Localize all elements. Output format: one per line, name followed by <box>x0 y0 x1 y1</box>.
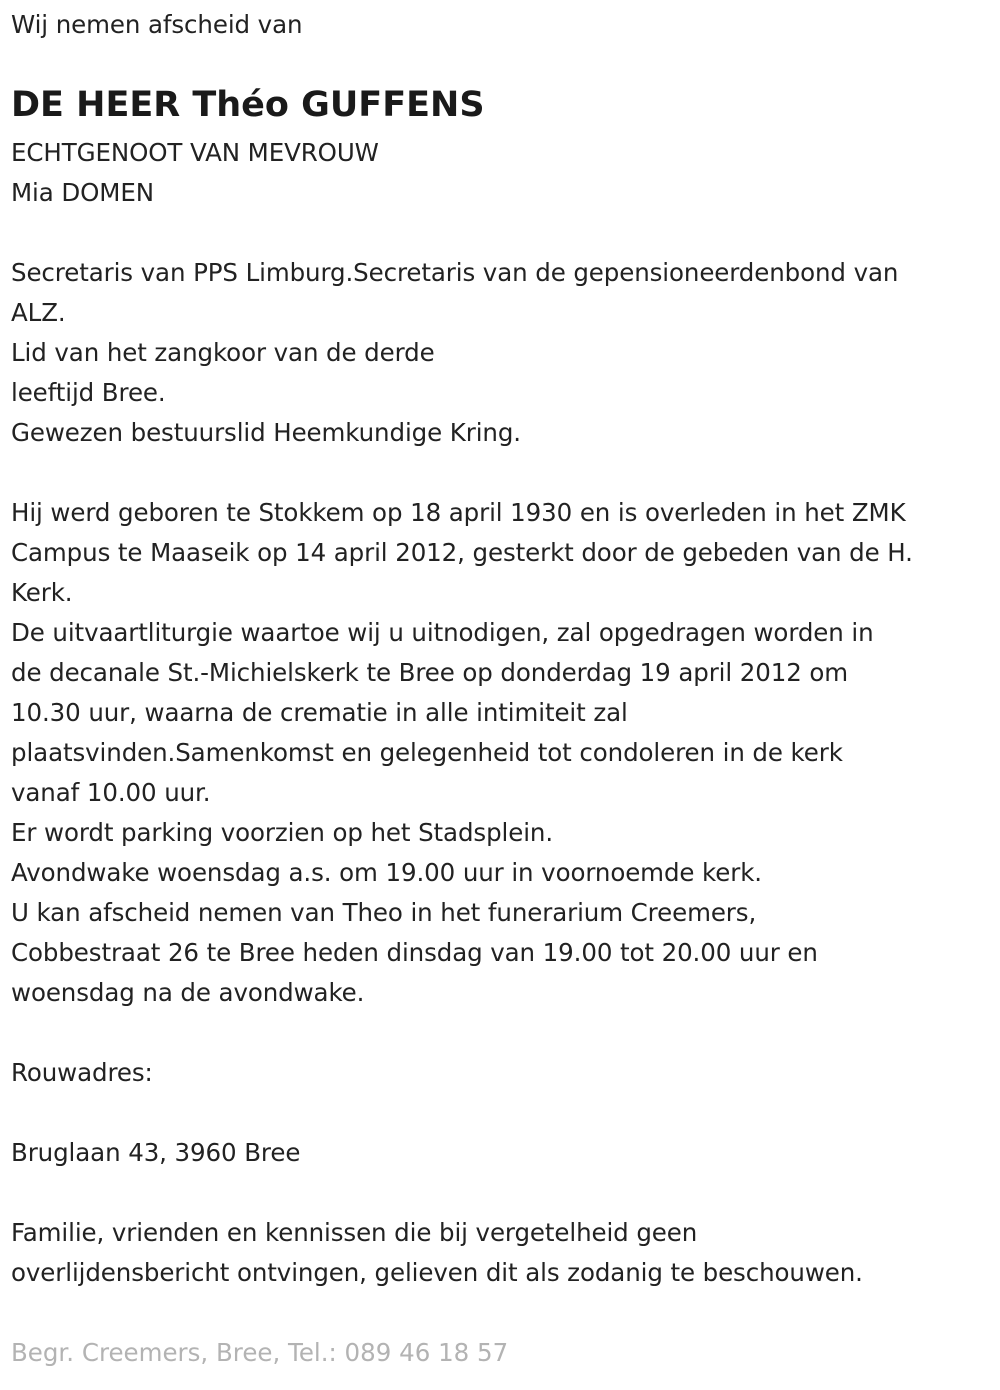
detail-line: Kerk. <box>11 578 73 607</box>
address-text: Bruglaan 43, 3960 Bree <box>11 1138 301 1167</box>
detail-line: De uitvaartliturgie waartoe wij u uitnodigen, zal opgedragen worden in <box>11 618 874 647</box>
detail-line: plaatsvinden.Samenkomst en gelegenheid tot condoleren in de kerk <box>11 738 843 767</box>
detail-line: Avondwake woensdag a.s. om 19.00 uur in voornoemde kerk. <box>11 858 762 887</box>
details-block <box>11 493 913 1013</box>
detail-line: vanaf 10.00 uur. <box>11 778 211 807</box>
function-line: leeftijd Bree. <box>11 378 166 407</box>
detail-line: Er wordt parking voorzien op het Stadsplein. <box>11 818 554 847</box>
closing-line: overlijdensbericht ontvingen, gelieven dit als zodanig te beschouwen. <box>11 1258 863 1287</box>
closing-block <box>11 1213 863 1293</box>
spouse-line: ECHTGENOOT VAN MEVROUW <box>11 138 379 167</box>
intro-text: Wij nemen afscheid van <box>11 10 303 39</box>
functions-block <box>11 253 898 453</box>
spouse-block <box>11 133 379 213</box>
detail-line: Campus te Maaseik op 14 april 2012, gesterkt door de gebeden van de H. <box>11 538 913 567</box>
detail-line: Cobbestraat 26 te Bree heden dinsdag van 19.00 tot 20.00 uur en <box>11 938 818 967</box>
funeral-home-footer: Begr. Creemers, Bree, Tel.: 089 46 18 57 <box>11 1338 509 1367</box>
function-line: ALZ. <box>11 298 66 327</box>
address-label: Rouwadres: <box>11 1058 153 1087</box>
function-line: Gewezen bestuurslid Heemkundige Kring. <box>11 418 521 447</box>
function-line: Lid van het zangkoor van de derde <box>11 338 435 367</box>
detail-line: U kan afscheid nemen van Theo in het funerarium Creemers, <box>11 898 757 927</box>
deceased-name: DE HEER Théo GUFFENS <box>11 85 485 125</box>
detail-line: Hij werd geboren te Stokkem op 18 april 1930 en is overleden in het ZMK <box>11 498 906 527</box>
detail-line: de decanale St.-Michielskerk te Bree op donderdag 19 april 2012 om <box>11 658 849 687</box>
function-line: Secretaris van PPS Limburg.Secretaris van de gepensioneerdenbond van <box>11 258 899 287</box>
detail-line: woensdag na de avondwake. <box>11 978 365 1007</box>
detail-line: 10.30 uur, waarna de crematie in alle intimiteit zal <box>11 698 628 727</box>
spouse-name: Mia DOMEN <box>11 178 154 207</box>
address-label-block <box>11 1053 153 1093</box>
closing-line: Familie, vrienden en kennissen die bij vergetelheid geen <box>11 1218 698 1247</box>
address-block <box>11 1133 300 1173</box>
